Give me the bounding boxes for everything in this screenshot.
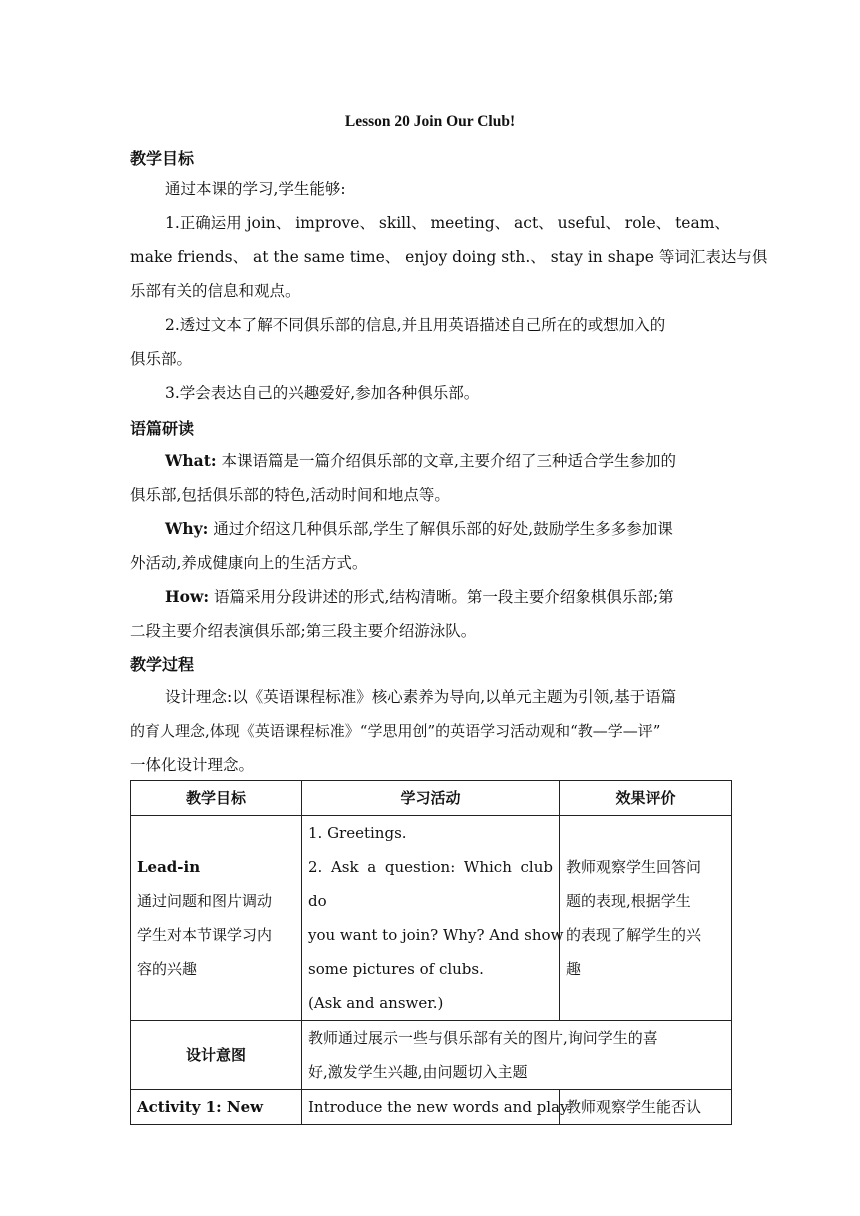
word: act、 bbox=[514, 214, 554, 232]
table-row bbox=[131, 1021, 732, 1090]
objective-2-line-2: 俱乐部。 bbox=[130, 350, 193, 368]
cell-line: 容的兴趣 bbox=[137, 960, 198, 978]
cell-line: you want to join? Why? And show bbox=[308, 926, 564, 944]
what-line-2: 俱乐部,包括俱乐部的特色,活动时间和地点等。 bbox=[130, 486, 450, 504]
heading-text-analysis: 语篇研读 bbox=[130, 419, 195, 438]
cell-line: 通过问题和图片调动 bbox=[137, 892, 273, 910]
cell-line: 教师通过展示一些与俱乐部有关的图片,询问学生的喜 bbox=[308, 1029, 658, 1047]
table-row bbox=[131, 1090, 732, 1125]
design-concept-line-1: 设计理念:以《英语课程标准》核心素养为导向,以单元主题为引领,基于语篇 bbox=[165, 688, 677, 706]
lead-in-title: Lead-in bbox=[137, 858, 201, 876]
how-text: 语篇采用分段讲述的形式,结构清晰。第一段主要介绍象棋俱乐部;第 bbox=[214, 588, 674, 606]
design-concept-line-3: 一体化设计理念。 bbox=[130, 756, 255, 774]
what-line-1 bbox=[130, 444, 730, 478]
word: meeting、 bbox=[430, 214, 511, 232]
word: 1.正确运用 join、 bbox=[165, 214, 292, 232]
heading-teaching-objectives: 教学目标 bbox=[130, 149, 195, 168]
cell-line: 好,激发学生兴趣,由问题切入主题 bbox=[308, 1063, 528, 1081]
table-header-row bbox=[131, 781, 732, 816]
objective-2-line-1: 2.透过文本了解不同俱乐部的信息,并且用英语描述自己所在的或想加入的 bbox=[165, 316, 666, 334]
word: improve、 bbox=[295, 214, 375, 232]
how-line-2: 二段主要介绍表演俱乐部;第三段主要介绍游泳队。 bbox=[130, 622, 477, 640]
objective-3: 3.学会表达自己的兴趣爱好,参加各种俱乐部。 bbox=[165, 384, 480, 402]
heading-teaching-process: 教学过程 bbox=[130, 655, 195, 674]
lesson-plan-table bbox=[130, 780, 732, 1125]
how-line-1 bbox=[130, 580, 730, 614]
why-text: 通过介绍这几种俱乐部,学生了解俱乐部的好处,鼓励学生多多参加课 bbox=[213, 520, 673, 538]
design-intent-label: 设计意图 bbox=[131, 1021, 302, 1090]
word: team、 bbox=[675, 214, 730, 232]
activity-1-evaluation: 教师观察学生能否认 bbox=[560, 1090, 732, 1125]
cell-line: (Ask and answer.) bbox=[308, 994, 444, 1012]
lead-in-activity-cell bbox=[302, 816, 564, 1021]
why-line-1 bbox=[130, 512, 730, 546]
design-intent-text bbox=[302, 1021, 732, 1090]
cell-line: 的表现了解学生的兴 bbox=[566, 926, 702, 944]
why-line-2: 外活动,养成健康向上的生活方式。 bbox=[130, 554, 368, 572]
objective-1-line-1 bbox=[130, 206, 730, 240]
objectives-intro: 通过本课的学习,学生能够: bbox=[165, 180, 346, 198]
why-label: Why: bbox=[165, 519, 209, 538]
design-concept-line-2: 的育人理念,体现《英语课程标准》“学思用创”的英语学习活动观和“教—学—评” bbox=[130, 722, 661, 740]
cell-line: some pictures of clubs. bbox=[308, 960, 484, 978]
header-evaluation: 效果评价 bbox=[560, 781, 732, 816]
activity-1-objective: Activity 1: New bbox=[131, 1090, 302, 1125]
what-text: 本课语篇是一篇介绍俱乐部的文章,主要介绍了三种适合学生参加的 bbox=[221, 452, 676, 470]
lead-in-objective-cell bbox=[131, 816, 302, 1021]
cell-line: 教师观察学生回答问 bbox=[566, 858, 702, 876]
cell-line: 题的表现,根据学生 bbox=[566, 892, 691, 910]
word: useful、 bbox=[557, 214, 621, 232]
header-objective: 教学目标 bbox=[131, 781, 302, 816]
objective-1-line-2: make friends、 at the same time、 enjoy doing sth.、 stay in shape 等词汇表达与俱 bbox=[130, 248, 768, 266]
word: role、 bbox=[624, 214, 672, 232]
cell-line: 趣 bbox=[566, 960, 582, 978]
cell-line: 学生对本节课学习内 bbox=[137, 926, 273, 944]
activity-1-activity: Introduce the new words and play bbox=[302, 1090, 560, 1125]
lesson-title: Lesson 20 Join Our Club! bbox=[344, 113, 516, 130]
objective-1-line-3: 乐部有关的信息和观点。 bbox=[130, 282, 301, 300]
cell-line: 2. Ask a question: Which club do bbox=[308, 858, 553, 910]
how-label: How: bbox=[165, 587, 210, 606]
lead-in-evaluation-cell bbox=[560, 816, 732, 1021]
table-row bbox=[131, 816, 732, 1021]
what-label: What: bbox=[165, 451, 217, 470]
word: skill、 bbox=[378, 214, 427, 232]
header-activity: 学习活动 bbox=[302, 781, 560, 816]
cell-line: 1. Greetings. bbox=[308, 824, 407, 842]
